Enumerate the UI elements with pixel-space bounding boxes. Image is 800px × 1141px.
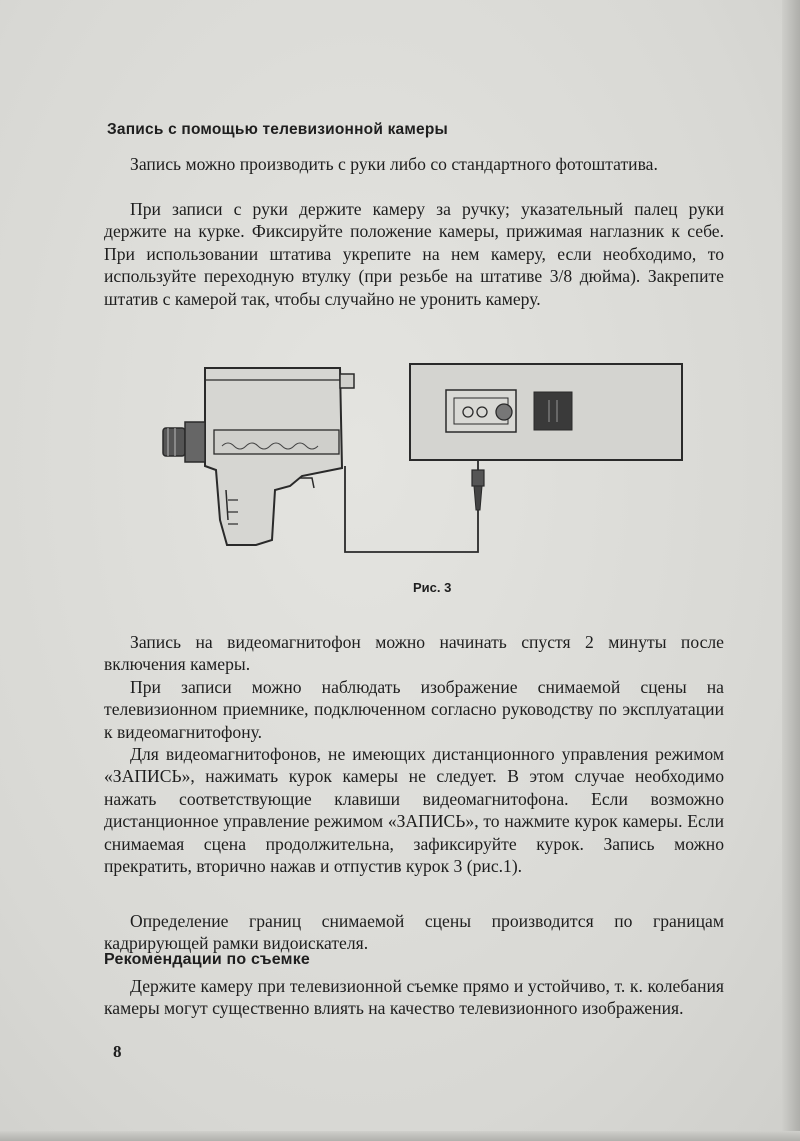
figure-caption: Рис. 3 <box>413 580 452 595</box>
paragraph-hold-camera-steady: Держите камеру при телевизионной съемке прямо и устойчиво, т. к. колебания камеры могут существенно влиять на качество телевизионного изображения. <box>104 976 724 1019</box>
paragraph-remote-control: Для видеомагнитофонов, не имеющих дистанционного управления режимом «ЗАПИСЬ», нажимать курок камеры не следует. В этом случае необходимо нажать соответствующие клавиши видеомагнитофона. Если возможно дистанционное управление режимом «ЗАПИСЬ», то нажмите курок камеры. Если снимаемая сцена продолжительна, зафиксируйте курок. Запись можно прекратить, вторично нажав и отпустив курок 3 (рис.1). <box>104 744 724 877</box>
paragraph-tv-monitoring: При записи можно наблюдать изображение снимаемой сцены на телевизионном приемнике, подключенном согласно руководству по эксплуатации к видеомагнитофону. <box>104 677 724 742</box>
paragraph-start-recording: Запись на видеомагнитофон можно начинать спустя 2 минуты после включения камеры. <box>104 632 724 675</box>
section-heading-recording: Запись с помощью телевизионной камеры <box>107 121 448 138</box>
section-heading-recommendations: Рекомендации по съемке <box>104 951 311 968</box>
video-recorder-icon <box>410 364 682 510</box>
paragraph-hand-and-tripod: При записи с руки держите камеру за ручку; указательный палец руки держите на курке. Фиксируйте положение камеры, прижимая наглазник к себе. При использовании штатива укрепите на нем камеру, если необходимо, то используйте переходную втулку (при резьбе на штативе 3/8 дюйма). Закрепите штатив с камерой так, чтобы случайно не уронить камеру. <box>104 199 724 309</box>
paragraph-recording-methods: Запись можно производить с руки либо со стандартного фотоштатива. <box>130 154 658 174</box>
cable-line <box>345 466 478 552</box>
page-number: 8 <box>113 1042 122 1061</box>
paragraph-scene-borders: Определение границ снимаемой сцены производится по границам кадрирующей рамки видоискателя. <box>104 911 724 954</box>
camera-body-icon <box>163 368 354 545</box>
